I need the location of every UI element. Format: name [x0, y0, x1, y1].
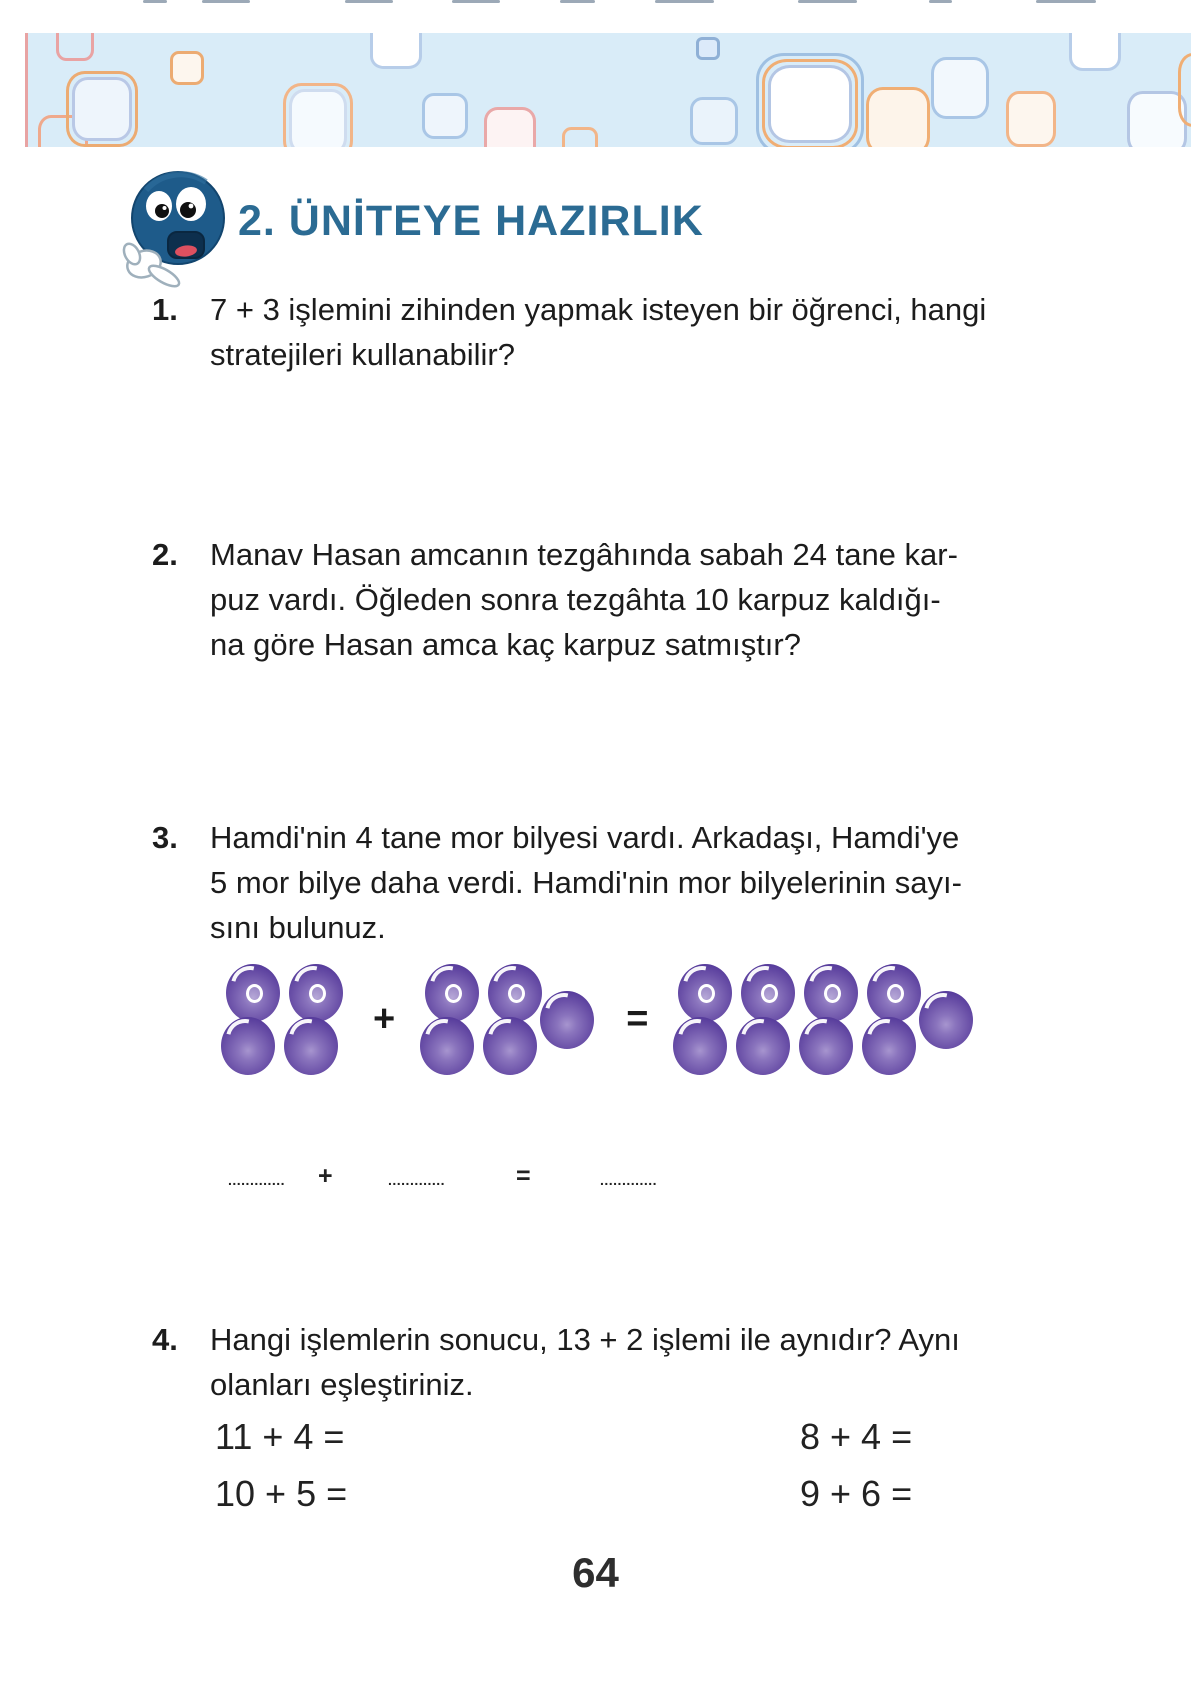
marble-icon [483, 1017, 537, 1075]
decorative-square [170, 51, 204, 85]
question-1-line-2: stratejileri kullanabilir? [210, 337, 515, 372]
marble-icon [867, 964, 921, 1022]
decorative-square [370, 33, 422, 69]
question-2-line-3: na göre Hasan amca kaç karpuz satmıştır? [210, 627, 801, 662]
decorative-square [56, 33, 94, 61]
marble-group-addend-2 [425, 964, 542, 1075]
decorative-square-ring [768, 65, 852, 143]
scan-mark [560, 0, 595, 3]
question-3-line-3: sını bulunuz. [210, 910, 386, 945]
answer-blank-2[interactable]: ............. [388, 1172, 446, 1188]
match-expression-8-4[interactable]: 8 + 4 = [800, 1416, 913, 1457]
marble-group-sum [678, 964, 921, 1075]
marble-icon [420, 1017, 474, 1075]
match-expression-11-4[interactable]: 11 + 4 = [215, 1416, 345, 1457]
marble-icon [284, 1017, 338, 1075]
marble-icon [804, 964, 858, 1022]
marble-row [673, 1017, 921, 1075]
scan-mark [143, 0, 167, 3]
marble-icon [741, 964, 795, 1022]
match-expression-9-6[interactable]: 9 + 6 = [800, 1473, 913, 1514]
scan-mark [655, 0, 714, 3]
decorative-square [1006, 91, 1056, 147]
decorative-square-ring [72, 77, 132, 141]
question-3-line-2: 5 mor bilye daha verdi. Hamdi'nin mor bilyelerinin sayı- [210, 865, 962, 900]
question-2 [152, 532, 1052, 667]
scan-mark [452, 0, 500, 3]
marble-icon [919, 991, 973, 1049]
equals-operator: = [516, 1162, 531, 1190]
question-4-line-2: olanları eşleştiriniz. [210, 1367, 474, 1402]
decorative-square [866, 87, 930, 147]
question-2-line-2: puz vardı. Öğleden sonra tezgâhta 10 karpuz kaldığı- [210, 582, 941, 617]
answer-blank-3[interactable]: ............. [600, 1172, 658, 1188]
question-2-line-1: Manav Hasan amcanın tezgâhında sabah 24 tane kar- [210, 537, 958, 572]
plus-operator: + [318, 1162, 333, 1190]
question-1 [152, 287, 1052, 377]
decorative-square-ring [289, 89, 347, 147]
marble-group-addend-1 [226, 964, 343, 1075]
marble-icon [799, 1017, 853, 1075]
match-expression-10-5[interactable]: 10 + 5 = [215, 1473, 348, 1514]
decorative-square [66, 71, 138, 147]
marble-row [420, 1017, 542, 1075]
answer-blank-1[interactable]: ............. [228, 1172, 286, 1188]
decorative-square [931, 57, 989, 119]
decorative-square [283, 83, 353, 147]
marble-icon [289, 964, 343, 1022]
decorative-square [1069, 33, 1121, 71]
marble-icon [540, 991, 594, 1049]
marble-row [425, 964, 542, 1022]
decorative-square [696, 37, 720, 60]
question-3-line-1: Hamdi'nin 4 tane mor bilyesi vardı. Arkadaşı, Hamdi'ye [210, 820, 960, 855]
question-3 [152, 815, 1052, 950]
scan-mark [929, 0, 952, 3]
question-2-number: 2. [152, 537, 178, 572]
marble-icon [678, 964, 732, 1022]
question-1-line-1: 7 + 3 işlemini zihinden yapmak isteyen bir öğrenci, hangi [210, 292, 987, 327]
equals-operator: = [626, 998, 649, 1040]
scan-mark [798, 0, 857, 3]
marble-row [226, 964, 343, 1022]
marble-icon [425, 964, 479, 1022]
question-1-number: 1. [152, 292, 178, 327]
scan-mark [1036, 0, 1096, 3]
marble-icon [226, 964, 280, 1022]
marble-row [678, 964, 921, 1022]
plus-operator: + [373, 998, 396, 1040]
marble-icon [736, 1017, 790, 1075]
decorative-square [756, 53, 864, 147]
marble-icon [221, 1017, 275, 1075]
decorative-square [1178, 53, 1191, 127]
decorative-square [690, 97, 738, 145]
scan-mark [345, 0, 393, 3]
decorative-square [562, 127, 598, 147]
question-4 [152, 1317, 1052, 1407]
page-number: 64 [572, 1549, 619, 1596]
header-decorative-band [25, 33, 1191, 147]
decorative-square [484, 107, 536, 147]
marble-icon [488, 964, 542, 1022]
question-4-number: 4. [152, 1322, 178, 1357]
section-title: 2. ÜNİTEYE HAZIRLIK [238, 197, 704, 245]
marble-icon [862, 1017, 916, 1075]
marble-row [221, 1017, 343, 1075]
question-3-number: 3. [152, 820, 178, 855]
marble-icon [673, 1017, 727, 1075]
mascot-icon [116, 160, 236, 292]
question-4-line-1: Hangi işlemlerin sonucu, 13 + 2 işlemi ile aynıdır? Aynı [210, 1322, 960, 1357]
decorative-square-ring [762, 59, 858, 147]
marble-illustration [226, 964, 975, 1075]
scan-mark [202, 0, 250, 3]
decorative-square [422, 93, 468, 139]
